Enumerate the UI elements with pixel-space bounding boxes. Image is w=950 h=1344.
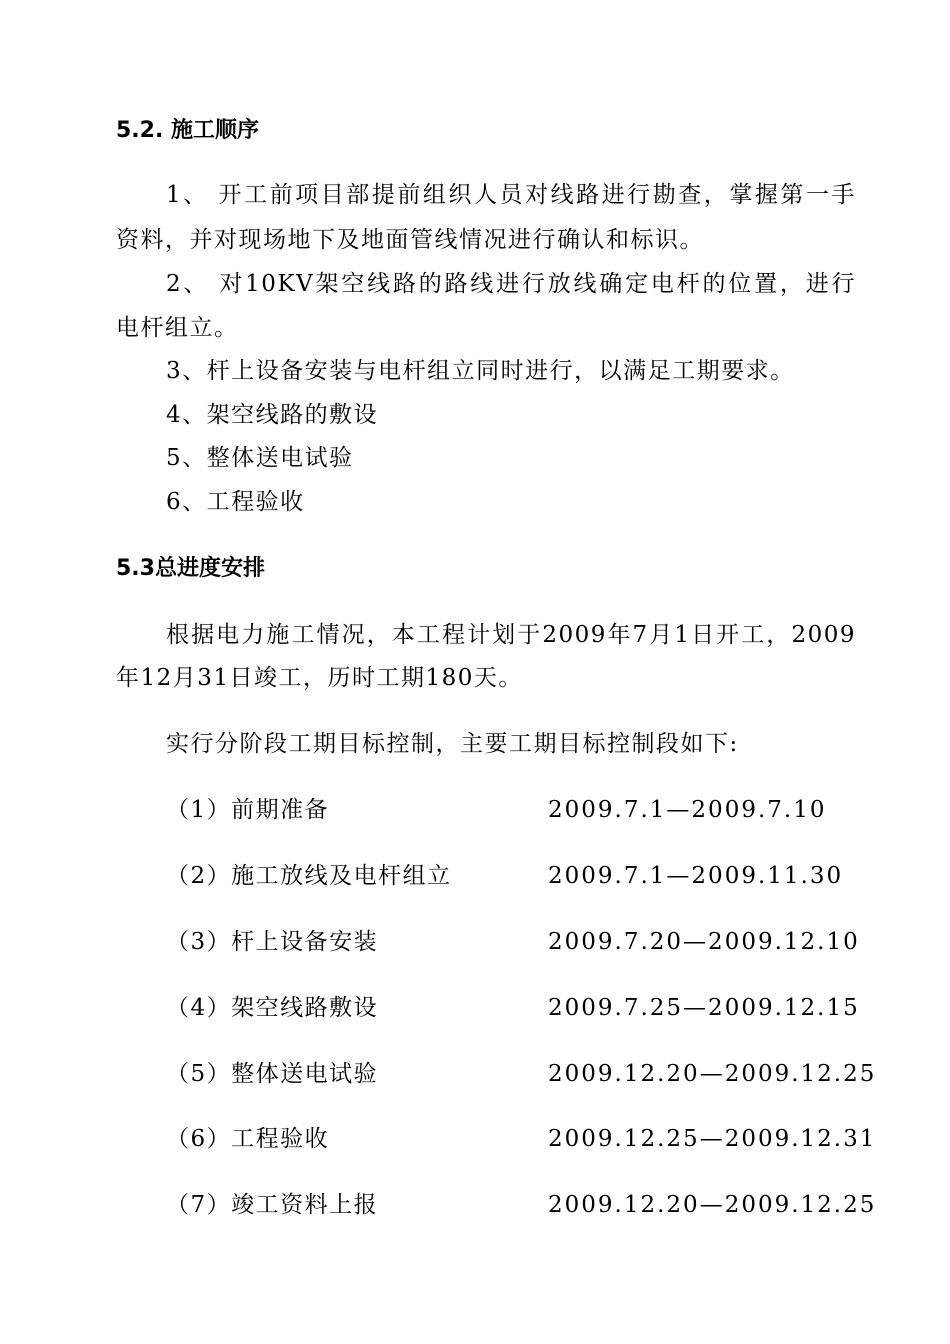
schedule-item-dates: 2009.7.1—2009.7.10	[548, 797, 827, 823]
schedule-item-label: （7）竣工资料上报	[166, 1192, 379, 1218]
schedule-item-dates: 2009.12.25—2009.12.31	[548, 1126, 877, 1152]
sequence-item-5: 5、整体送电试验	[166, 445, 354, 471]
schedule-intro-line2: 年12月31日竣工，历时工期180天。	[116, 665, 523, 691]
schedule-item-label: （3）杆上设备安装	[166, 929, 379, 955]
schedule-item-dates: 2009.7.20—2009.12.10	[548, 929, 860, 955]
sequence-item-1-line1: 1、 开工前项目部提前组织人员对线路进行勘查，掌握第一手	[166, 182, 856, 208]
schedule-item-label: （4）架空线路敷设	[166, 995, 379, 1021]
schedule-control-intro: 实行分阶段工期目标控制，主要工期目标控制段如下:	[166, 731, 739, 757]
sequence-item-2-line1: 2、 对10KV架空线路的路线进行放线确定电杆的位置，进行	[166, 271, 856, 297]
sequence-item-2-line2: 电杆组立。	[116, 315, 239, 341]
sequence-item-1-line2: 资料，并对现场地下及地面管线情况进行确认和标识。	[116, 227, 704, 253]
schedule-intro-line1: 根据电力施工情况，本工程计划于2009年7月1日开工，2009	[166, 622, 856, 648]
schedule-item-label: （6）工程验收	[166, 1126, 330, 1152]
schedule-item-label: （2）施工放线及电杆组立	[166, 863, 452, 889]
sequence-item-3: 3、杆上设备安装与电杆组立同时进行，以满足工期要求。	[166, 358, 795, 384]
schedule-item-label: （1）前期准备	[166, 797, 330, 823]
section-heading-5-2: 5.2. 施工顺序	[116, 118, 259, 143]
schedule-item-dates: 2009.7.25—2009.12.15	[548, 995, 860, 1021]
section-heading-5-3: 5.3总进度安排	[116, 556, 265, 581]
schedule-item-dates: 2009.12.20—2009.12.25	[548, 1192, 877, 1218]
sequence-item-4: 4、架空线路的敷设	[166, 402, 379, 428]
schedule-item-dates: 2009.7.1—2009.11.30	[548, 863, 844, 889]
schedule-item-label: （5）整体送电试验	[166, 1061, 379, 1087]
schedule-item-dates: 2009.12.20—2009.12.25	[548, 1061, 877, 1087]
sequence-item-6: 6、工程验收	[166, 489, 305, 515]
